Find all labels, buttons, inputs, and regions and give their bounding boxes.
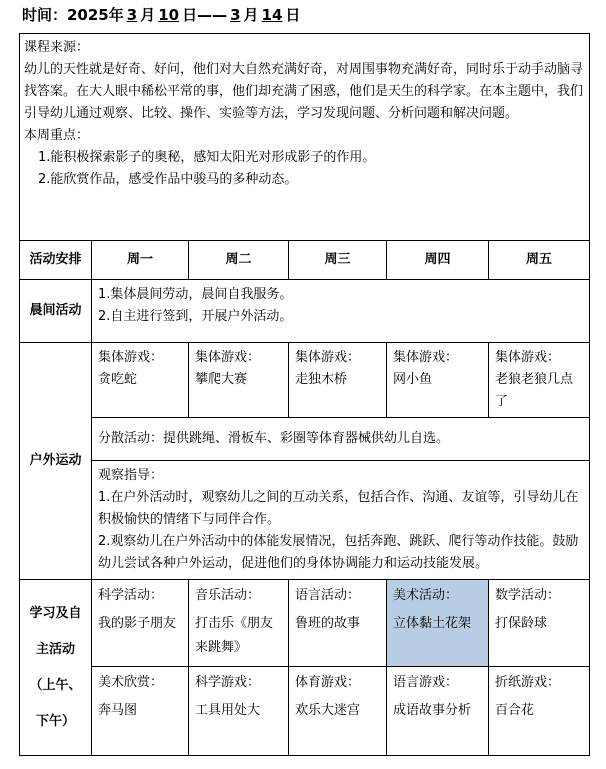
activity-title: 体育游戏： (295, 675, 361, 690)
scattered-activity: 分散活动：提供跳绳、滑板车、彩圈等体育器械供幼儿自选。 (92, 418, 590, 461)
activity-name: 欢乐大迷宫 (295, 703, 361, 718)
end-day: 14 (261, 6, 283, 24)
day-header: 周一 (92, 241, 189, 280)
group-game-name: 贪吃蛇 (98, 372, 138, 387)
source-text: 幼儿的天性就是好奇、好问，他们对大自然充满好奇，对周围事物充满好奇，同时乐于动手动脑寻找答案。在大人眼中稀松平常的事，他们却充满了困惑，他们是天生的科学家。在本主题中，我们引导幼儿通过观察、比较、操作、实验等方法，学习发现问题、分析问题和解决问题。 (24, 62, 584, 121)
activity-title: 折纸游戏： (495, 675, 561, 690)
activity-title: 科学活动： (98, 588, 164, 603)
activity-cell (387, 667, 489, 756)
activity-title: 美术欣赏： (98, 675, 164, 690)
outdoor-games-row (20, 343, 590, 418)
activity-name: 我的影子朋友 (98, 616, 177, 631)
activity-cell (189, 580, 289, 667)
activity-cell (92, 580, 189, 667)
focus-title: 本周重点： (24, 128, 90, 143)
activity-cell-highlighted (387, 580, 489, 667)
observation-guidance (92, 461, 590, 580)
day-header: 周二 (189, 241, 289, 280)
activity-cell (489, 580, 590, 667)
group-game-name: 老狼老狼几点了 (495, 372, 574, 409)
date-range-title (22, 2, 300, 28)
guidance-title: 观察指导： (98, 468, 164, 483)
group-game-title: 集体游戏： (393, 350, 459, 365)
activity-cell (489, 667, 590, 756)
group-game-cell (92, 343, 189, 418)
morning-row (20, 280, 590, 343)
schedule-header-row (20, 241, 590, 280)
morning-line: 2.自主进行签到，开展户外活动。 (98, 309, 293, 324)
start-day: 10 (158, 6, 180, 24)
day-header: 周五 (489, 241, 590, 280)
activity-name: 工具用处大 (195, 703, 261, 718)
morning-content (92, 280, 590, 343)
activity-title: 语言游戏： (393, 675, 459, 690)
date-separator: 日—— (182, 6, 228, 24)
activity-title: 音乐活动： (195, 588, 261, 603)
morning-label: 晨间活动 (20, 280, 92, 343)
outdoor-label: 户外运动 (20, 343, 92, 580)
weekly-plan-table (19, 33, 590, 756)
outdoor-guidance-row (20, 461, 590, 580)
month-word: 月 (140, 6, 156, 24)
group-game-title: 集体游戏： (195, 350, 261, 365)
learning-label-line: 下午） (35, 713, 75, 729)
group-game-title: 集体游戏： (495, 350, 561, 365)
course-intro (20, 34, 590, 241)
group-game-cell (289, 343, 387, 418)
learning-label-line: 主活动 (35, 641, 75, 657)
activity-cell (92, 667, 189, 756)
learning-row-1 (20, 580, 590, 667)
group-game-name: 网小鱼 (393, 372, 433, 387)
activity-cell (289, 667, 387, 756)
activity-title: 美术活动： (393, 588, 459, 603)
activity-title: 科学游戏： (195, 675, 261, 690)
group-game-cell (489, 343, 590, 418)
group-game-name: 走独木桥 (295, 372, 348, 387)
guidance-line: 1.在户外活动时，观察幼儿之间的互动关系，包括合作、沟通、友谊等，引导幼儿在积极愉快的情绪下与同伴合作。 (98, 490, 579, 527)
activity-name: 打保龄球 (495, 616, 548, 631)
source-title: 课程来源： (24, 40, 90, 55)
activity-cell (189, 667, 289, 756)
activity-title: 数学活动： (495, 588, 561, 603)
group-game-title: 集体游戏： (295, 350, 361, 365)
learning-row-2 (20, 667, 590, 756)
group-game-cell (387, 343, 489, 418)
activity-name: 打击乐《朋友来跳舞》 (195, 616, 274, 655)
day-header: 周四 (387, 241, 489, 280)
month-word: 月 (243, 6, 259, 24)
day-word: 日 (285, 6, 301, 24)
group-game-name: 攀爬大赛 (195, 372, 248, 387)
schedule-label: 活动安排 (20, 241, 92, 280)
focus-item: 2.能欣赏作品，感受作品中骏马的多种动态。 (38, 172, 298, 187)
group-game-cell (189, 343, 289, 418)
activity-name: 立体黏土花架 (393, 616, 472, 631)
activity-name: 百合花 (495, 703, 535, 718)
group-game-title: 集体游戏： (98, 350, 164, 365)
end-month: 3 (230, 6, 241, 24)
learning-label (20, 580, 92, 756)
activity-title: 语言活动： (295, 588, 361, 603)
guidance-line: 2.观察幼儿在户外活动中的体能发展情况，包括奔跑、跳跃、爬行等动作技能。鼓励幼儿尝试各种户外运动，促进他们的身体协调能力和运动技能发展。 (98, 534, 579, 571)
outdoor-scattered-row (20, 418, 590, 461)
activity-name: 成语故事分析 (393, 703, 472, 718)
activity-cell (289, 580, 387, 667)
start-month: 3 (126, 6, 138, 24)
focus-item: 1.能积极探索影子的奥秘，感知太阳光对形成影子的作用。 (38, 150, 376, 165)
learning-label-line: （上午、 (29, 677, 82, 693)
activity-name: 奔马图 (98, 703, 138, 718)
day-header: 周三 (289, 241, 387, 280)
activity-name: 鲁班的故事 (295, 616, 361, 631)
date-label: 时间：2025年 (22, 6, 124, 24)
learning-label-line: 学习及自 (29, 605, 82, 621)
morning-line: 1.集体晨间劳动，晨间自我服务。 (98, 287, 293, 302)
